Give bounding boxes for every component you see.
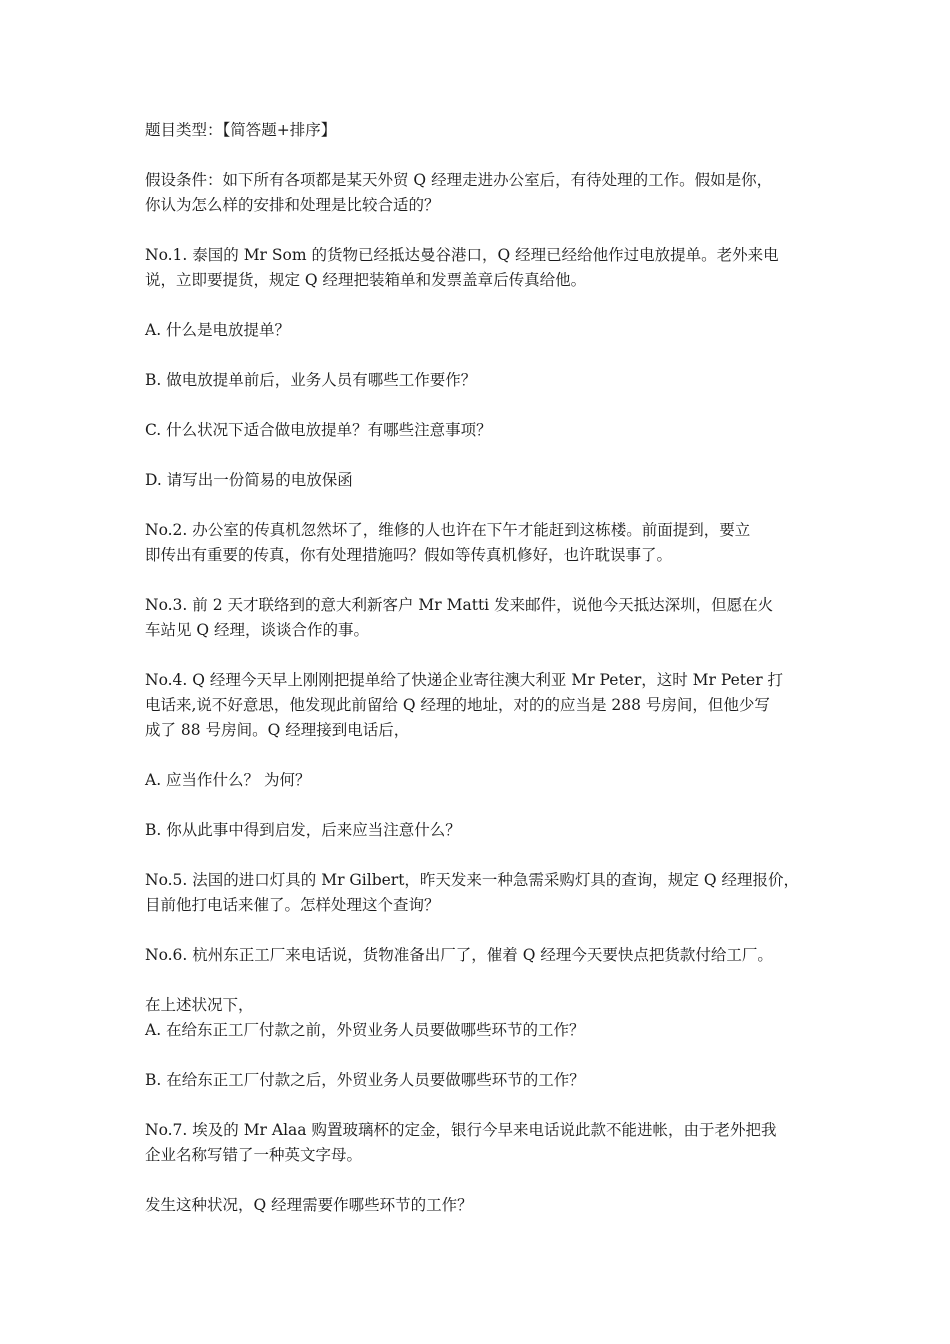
paragraph-no6b (145, 1068, 817, 1093)
paragraph-no4b (145, 818, 817, 843)
paragraph-line: 车站见 Q 经理，谈谈合作的事。 (145, 621, 370, 639)
document-body (145, 118, 817, 1243)
paragraph-line: D. 请写出一份简易的电放保函 (145, 471, 353, 489)
paragraph-line: B. 做电放提单前后，业务人员有哪些工作要作？ (145, 371, 477, 389)
paragraph-no1 (145, 243, 817, 293)
paragraph-no7 (145, 1118, 817, 1168)
paragraph-type (145, 118, 817, 143)
paragraph-no4a (145, 768, 817, 793)
paragraph-line: C. 什么状况下适合做电放提单？有哪些注意事项？ (145, 421, 492, 439)
paragraph-no4 (145, 668, 817, 743)
paragraph-line: 假设条件：如下所有各项都是某天外贸 Q 经理走进办公室后，有待处理的工作。假如是你， (145, 171, 773, 189)
paragraph-no2 (145, 518, 817, 568)
paragraph-line: A. 应当作什么？ 为何？ (145, 771, 311, 789)
paragraph-line: 即传出有重要的传真，你有处理措施吗？假如等传真机修好，也许耽误事了。 (145, 546, 673, 564)
paragraph-line: 电话来,说不好意思，他发现此前留给 Q 经理的地址，对的的应当是 288 号房间，但他少写 (145, 696, 770, 714)
paragraph-line: 发生这种状况，Q 经理需要作哪些环节的工作？ (145, 1196, 473, 1214)
paragraph-line: 成了 88 号房间。Q 经理接到电话后， (145, 721, 410, 739)
paragraph-no6 (145, 943, 817, 968)
paragraph-premise (145, 168, 817, 218)
paragraph-line: 题目类型：【简答题+排序】 (145, 121, 337, 139)
paragraph-no1b (145, 368, 817, 393)
paragraph-line: No.3. 前 2 天才联络到的意大利新客户 Mr Matti 发来邮件，说他今天抵达深圳，但愿在火 (145, 596, 774, 614)
paragraph-no7q (145, 1193, 817, 1218)
paragraph-line: A. 什么是电放提单？ (145, 321, 291, 339)
paragraph-no6ctx (145, 993, 817, 1043)
paragraph-line: B. 在给东正工厂付款之后，外贸业务人员要做哪些环节的工作？ (145, 1071, 585, 1089)
paragraph-line: 在上述状况下， (145, 996, 254, 1014)
paragraph-line: B. 你从此事中得到启发，后来应当注意什么？ (145, 821, 461, 839)
paragraph-line: No.4. Q 经理今天早上刚刚把提单给了快递企业寄往澳大利亚 Mr Peter，这时 Mr Peter 打 (145, 671, 784, 689)
paragraph-line: 你认为怎么样的安排和处理是比较合适的？ (145, 196, 440, 214)
paragraph-line: 说，立即要提货，规定 Q 经理把装箱单和发票盖章后传真给他。 (145, 271, 587, 289)
paragraph-line: No.6. 杭州东正工厂来电话说，货物准备出厂了，催着 Q 经理今天要快点把货款付给工厂。 (145, 946, 773, 964)
paragraph-no1d (145, 468, 817, 493)
paragraph-no3 (145, 593, 817, 643)
paragraph-no1c (145, 418, 817, 443)
paragraph-no1a (145, 318, 817, 343)
paragraph-line: No.7. 埃及的 Mr Alaa 购置玻璃杯的定金，银行今早来电话说此款不能进帐，由于老外把我 (145, 1121, 777, 1139)
paragraph-line: No.2. 办公室的传真机忽然坏了，维修的人也许在下午才能赶到这栋楼。前面提到，要立 (145, 521, 751, 539)
paragraph-no5 (145, 868, 817, 918)
paragraph-line: No.1. 泰国的 Mr Som 的货物已经抵达曼谷港口，Q 经理已经给他作过电放提单。老外来电 (145, 246, 779, 264)
paragraph-line: A. 在给东正工厂付款之前，外贸业务人员要做哪些环节的工作？ (145, 1021, 585, 1039)
paragraph-line: No.5. 法国的进口灯具的 Mr Gilbert，昨天发来一种急需采购灯具的查询，规定 Q 经理报价， (145, 871, 799, 889)
paragraph-line: 目前他打电话来催了。怎样处理这个查询？ (145, 896, 440, 914)
paragraph-line: 企业名称写错了一种英文字母。 (145, 1146, 363, 1164)
